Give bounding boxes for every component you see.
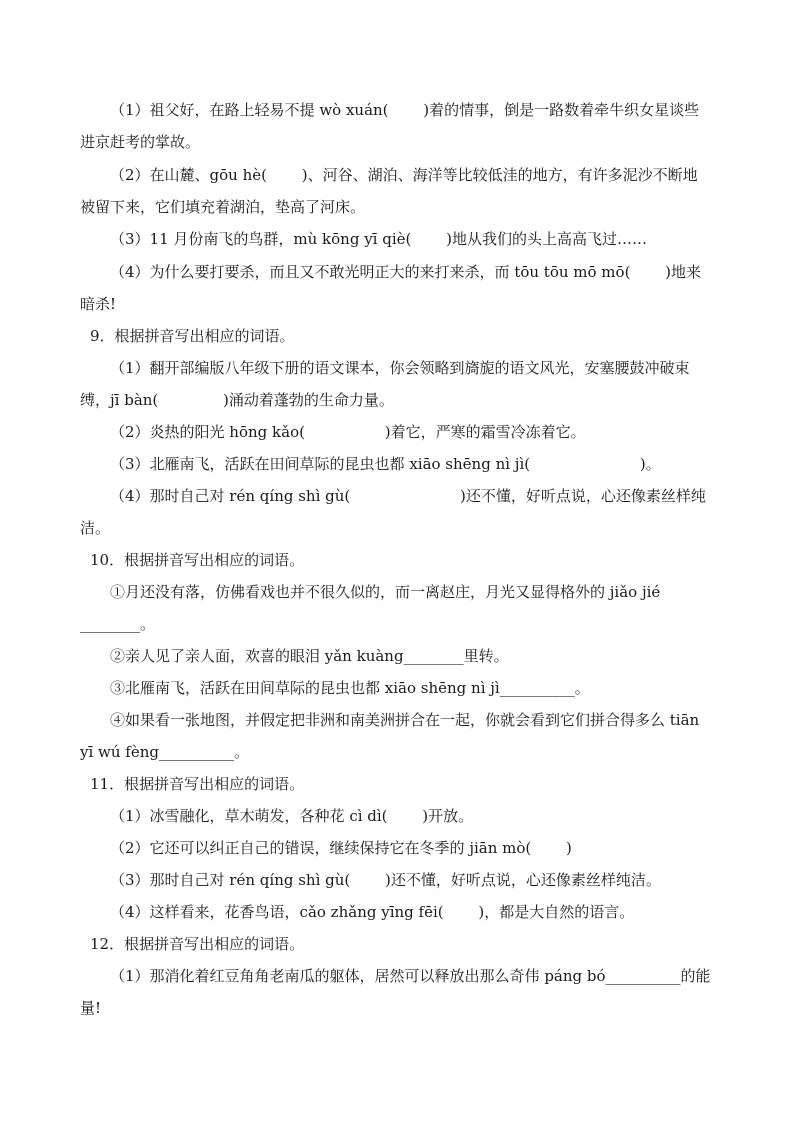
- question-9-heading: 9．根据拼音写出相应的词语。: [90, 327, 295, 345]
- q8-item-1: （1）祖父好，在路上轻易不提 wò xuán( )着的情事，倒是一路数着牵牛织女星谈些: [110, 101, 700, 119]
- q8-item-2-cont: 被留下来，它们填充着湖泊，垫高了河床。: [80, 198, 366, 216]
- q8-item-3: （3）11 月份南飞的鸟群，mù kōng yī qiè( )地从我们的头上高高飞过……: [110, 230, 647, 248]
- q10-item-4-cont: yī wú fèng__________。: [80, 743, 249, 761]
- q8-item-1-cont: 进京赶考的掌故。: [80, 133, 201, 151]
- q11-item-2: （2）它还可以纠正自己的错误，继续保持它在冬季的 jiān mò( ): [110, 839, 572, 857]
- q8-item-4-cont: 暗杀!: [80, 295, 117, 313]
- q10-item-1: ①月还没有落，仿佛看戏也并不很久似的，而一离赵庄，月光又显得格外的 jiǎo jié: [110, 583, 661, 601]
- q9-item-3: （3）北雁南飞，活跃在田间草际的昆虫也都 xiāo shēng nì jì( )。: [110, 455, 661, 473]
- question-11-heading: 11．根据拼音写出相应的词语。: [90, 775, 305, 793]
- q9-item-1: （1）翻开部编版八年级下册的语文课本，你会领略到旖旎的语文风光，安塞腰鼓冲破束: [110, 359, 690, 377]
- q8-item-2: （2）在山麓、gōu hè( )、河谷、湖泊、海洋等比较低洼的地方，有许多泥沙不断地: [110, 166, 698, 184]
- q12-item-1: （1）那消化着红豆角角老南瓜的躯体，居然可以释放出那么奇伟 páng bó__________的能: [110, 967, 711, 985]
- question-12-heading: 12．根据拼音写出相应的词语。: [90, 935, 305, 953]
- q9-item-1-cont: 缚，jī bàn( )涌动着蓬勃的生命力量。: [80, 391, 394, 409]
- q10-item-3: ③北雁南飞，活跃在田间草际的昆虫也都 xiāo shēng nì jì__________。: [110, 679, 590, 697]
- q8-item-4: （4）为什么要打要杀，而且又不敢光明正大的来打来杀，而 tōu tōu mō mō( )地来: [110, 263, 702, 281]
- q11-item-1: （1）冰雪融化，草木萌发，各种花 cì dì( )开放。: [110, 807, 474, 825]
- q9-item-4: （4）那时自己对 rén qíng shì gù( )还不懂，好听点说，心还像素丝样纯: [110, 487, 706, 505]
- q11-item-4: （4）这样看来，花香鸟语，cǎo zhǎng yīng fēi( )，都是大自然的语言。: [110, 903, 635, 921]
- q9-item-4-cont: 洁。: [80, 519, 111, 537]
- q11-item-3: （3）那时自己对 rén qíng shì gù( )还不懂，好听点说，心还像素丝样纯洁。: [110, 871, 661, 889]
- q10-item-1-cont: ________。: [80, 615, 156, 633]
- q9-item-2: （2）炎热的阳光 hōng kǎo( )着它，严寒的霜雪冷冻着它。: [110, 423, 586, 441]
- question-10-heading: 10．根据拼音写出相应的词语。: [90, 551, 305, 569]
- q10-item-4: ④如果看一张地图，并假定把非洲和南美洲拼合在一起，你就会看到它们拼合得多么 tiān: [110, 711, 700, 729]
- q12-item-1-cont: 量!: [80, 999, 102, 1017]
- q10-item-2: ②亲人见了亲人面，欢喜的眼泪 yǎn kuàng________里转。: [110, 647, 509, 665]
